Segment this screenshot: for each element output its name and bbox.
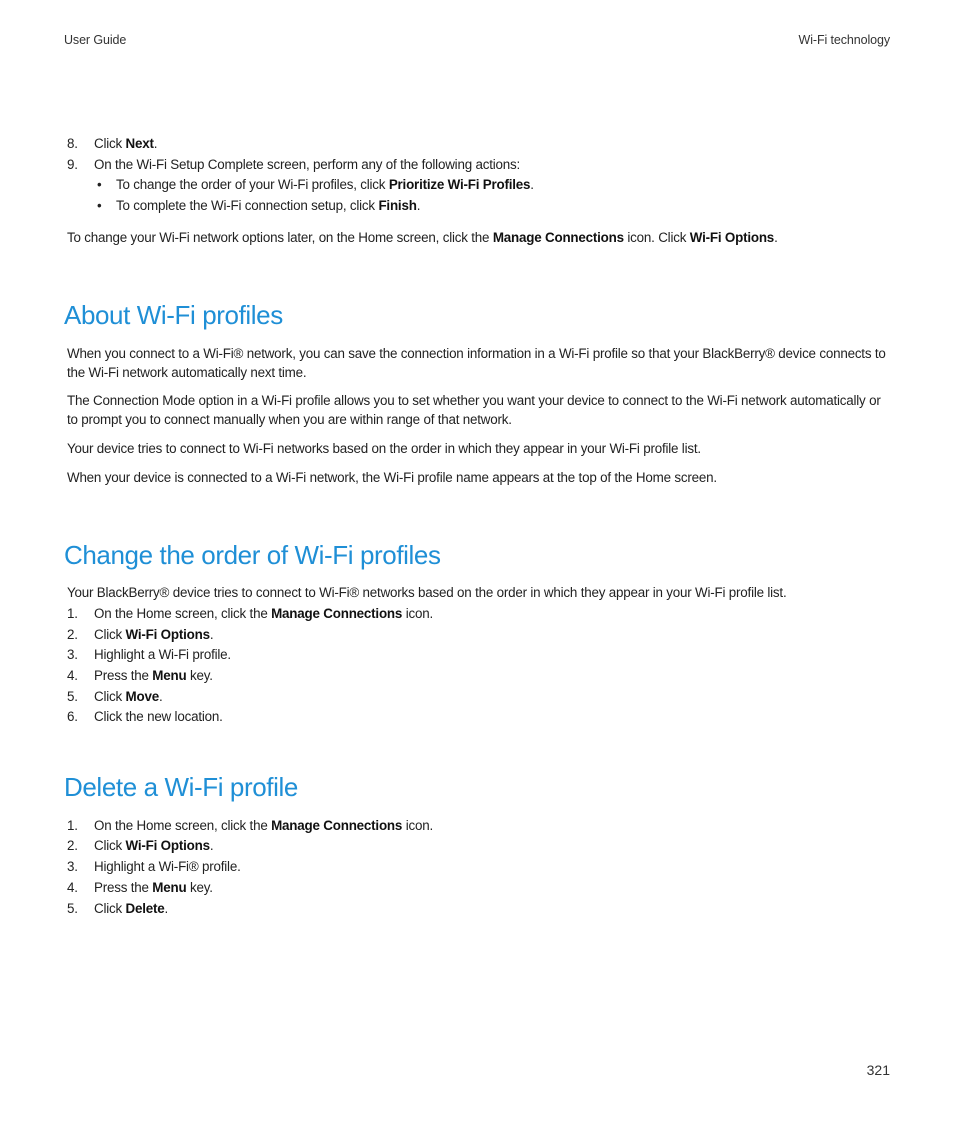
note-text-mid: icon. Click	[623, 230, 690, 245]
page-number: 321	[866, 1062, 890, 1078]
about-paragraph-2: The Connection Mode option in a Wi-Fi profile allows you to set whether you want your device to connect to the Wi-Fi network automatically or to prompt you to connect manually when you are within range of that network.	[67, 393, 881, 427]
section-heading-delete: Delete a Wi-Fi profile	[64, 772, 298, 802]
step-text	[94, 816, 433, 835]
step-text-pre: Click	[94, 689, 126, 704]
step-number: 9.	[67, 157, 78, 172]
step-text	[94, 604, 433, 623]
note-bold-wifi-options: Wi-Fi Options	[689, 230, 775, 245]
bullet-text-pre: To complete the Wi-Fi connection setup, click	[116, 198, 379, 213]
step-number: 4.	[67, 668, 78, 683]
step-text-post: icon.	[402, 606, 433, 621]
note-text-pre: To change your Wi-Fi network options later, on the Home screen, click the	[67, 230, 493, 245]
note-bold-manage-connections: Manage Connections	[492, 230, 624, 245]
section-heading-about: About Wi-Fi profiles	[64, 300, 283, 330]
step-text-post: .	[158, 689, 163, 704]
bullet-text	[116, 196, 420, 215]
step-text-pre: Click	[94, 838, 126, 853]
step-text-bold: Next	[125, 136, 154, 151]
running-header-right: Wi-Fi technology	[798, 33, 890, 47]
bullet-icon: •	[97, 177, 102, 192]
step-number: 2.	[67, 838, 78, 853]
step-text-bold: Manage Connections	[271, 606, 403, 621]
step-text	[94, 836, 213, 855]
step-number: 1.	[67, 606, 78, 621]
step-number: 2.	[67, 627, 78, 642]
step-text-bold: Menu	[152, 668, 187, 683]
step-text-pre: On the Wi-Fi Setup Complete screen, perform any of the following actions:	[94, 157, 521, 172]
bullet-text-bold: Prioritize Wi-Fi Profiles	[388, 177, 531, 192]
step-text-bold: Menu	[152, 880, 187, 895]
bullet-text-bold: Finish	[378, 198, 417, 213]
step-text-post: .	[209, 627, 214, 642]
step-text-post: .	[164, 901, 169, 916]
step-number: 3.	[67, 859, 78, 874]
change-order-intro: Your BlackBerry® device tries to connect to Wi-Fi® networks based on the order in which they appear in your Wi-Fi profile list.	[67, 585, 787, 600]
step-text	[94, 878, 213, 897]
about-paragraph-1: When you connect to a Wi-Fi® network, you can save the connection information in a Wi-Fi profile so that your BlackBerry® device connects to the Wi-Fi network automatically next time.	[67, 346, 886, 380]
bullet-text	[116, 175, 534, 194]
step-number: 5.	[67, 901, 78, 916]
bullet-text-post: .	[416, 198, 421, 213]
step-text-pre: Click	[94, 901, 126, 916]
step-text-pre: On the Home screen, click the	[94, 818, 272, 833]
step-number: 6.	[67, 709, 78, 724]
step-text	[94, 899, 168, 918]
step-text	[94, 707, 223, 726]
about-paragraph-3: Your device tries to connect to Wi-Fi networks based on the order in which they appear in your Wi-Fi profile list.	[67, 441, 701, 456]
step-text-pre: Click the new location.	[94, 709, 223, 724]
section-heading-change-order: Change the order of Wi-Fi profiles	[64, 540, 441, 570]
step-number: 1.	[67, 818, 78, 833]
bullet-text-pre: To change the order of your Wi-Fi profiles, click	[116, 177, 389, 192]
step-text	[94, 645, 231, 664]
note-text-post: .	[774, 230, 778, 245]
step-text	[94, 687, 163, 706]
step-text-pre: Highlight a Wi-Fi® profile.	[94, 859, 241, 874]
step-text-post: .	[209, 838, 214, 853]
step-number: 3.	[67, 647, 78, 662]
step-number: 4.	[67, 880, 78, 895]
step-text-post: icon.	[402, 818, 433, 833]
step-text-pre: Click	[94, 136, 126, 151]
step-number: 5.	[67, 689, 78, 704]
step-text-pre: Highlight a Wi-Fi profile.	[94, 647, 231, 662]
step-text-post: .	[153, 136, 158, 151]
step-text	[94, 666, 213, 685]
step-text-bold: Delete	[125, 901, 165, 916]
step-text-post: key.	[186, 880, 213, 895]
step-text-bold: Manage Connections	[271, 818, 403, 833]
intro-note	[67, 228, 892, 247]
about-paragraph-4: When your device is connected to a Wi-Fi network, the Wi-Fi profile name appears at the top of the Home screen.	[67, 470, 717, 485]
step-text	[94, 134, 157, 153]
step-text	[94, 155, 520, 174]
step-text-post: key.	[186, 668, 213, 683]
step-number: 8.	[67, 136, 78, 151]
step-text-pre: Click	[94, 627, 126, 642]
bullet-icon: •	[97, 198, 102, 213]
step-text	[94, 625, 213, 644]
step-text-bold: Wi-Fi Options	[125, 838, 210, 853]
step-text-bold: Move	[125, 689, 159, 704]
running-header-left: User Guide	[64, 33, 127, 47]
bullet-text-post: .	[530, 177, 534, 192]
step-text	[94, 857, 241, 876]
step-text-pre: On the Home screen, click the	[94, 606, 272, 621]
step-text-pre: Press the	[94, 880, 153, 895]
step-text-bold: Wi-Fi Options	[125, 627, 210, 642]
step-text-pre: Press the	[94, 668, 153, 683]
